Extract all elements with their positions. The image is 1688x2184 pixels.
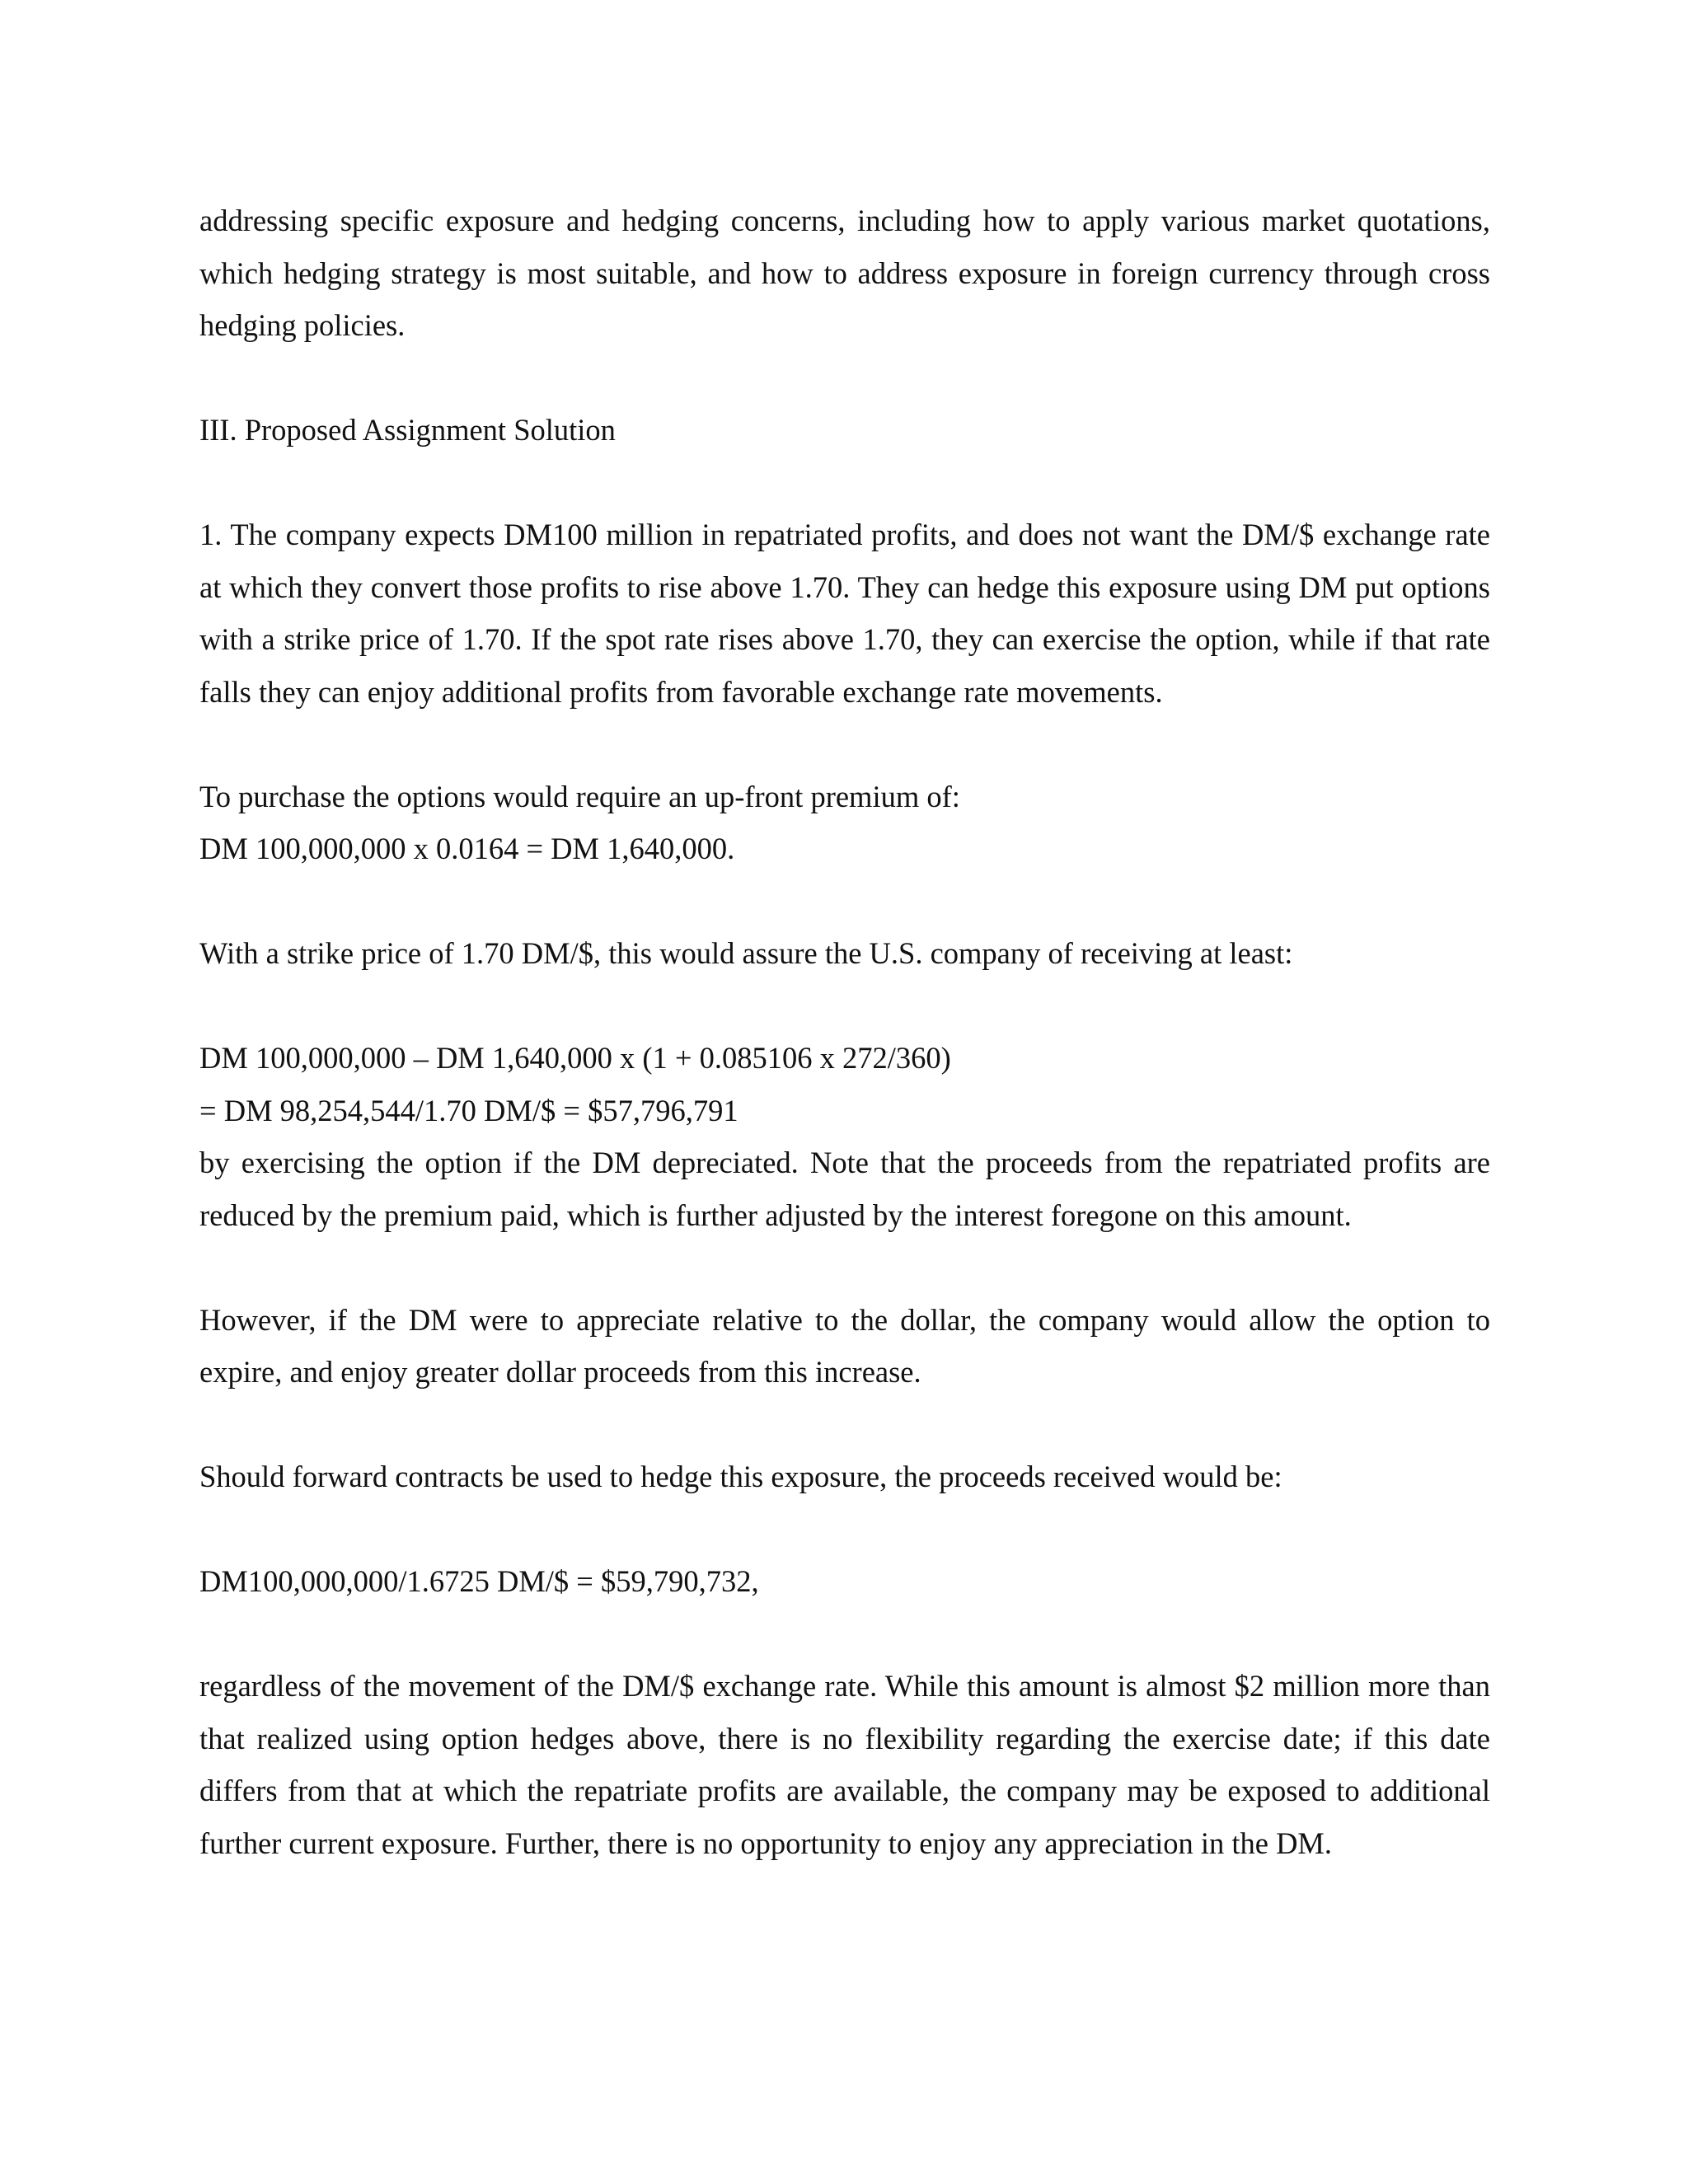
spacer — [199, 352, 1490, 405]
spacer — [199, 980, 1490, 1033]
spacer — [199, 1399, 1490, 1451]
strike-statement: With a strike price of 1.70 DM/$, this would assure the U.S. company of receiving at least: — [199, 936, 1293, 970]
intro-paragraph: addressing specific exposure and hedging concerns, including how to apply various market quotations, which hedging strategy is most suitable, and how to address exposure in foreign currency through cross hedging policies. — [199, 204, 1490, 342]
proceeds-calculation-line-1: DM 100,000,000 – DM 1,640,000 x (1 + 0.085106 x 272/360) — [199, 1041, 951, 1075]
document-body — [199, 194, 1490, 1869]
spacer — [199, 875, 1490, 928]
spacer — [199, 1241, 1490, 1294]
section-heading: III. Proposed Assignment Solution — [199, 413, 616, 447]
appreciation-paragraph: However, if the DM were to appreciate relative to the dollar, the company would allow the option to expire, and enjoy greater dollar proceeds from this increase. — [199, 1302, 1490, 1389]
point-1-paragraph: 1. The company expects DM100 million in repatriated profits, and does not want the DM/$ exchange rate at which they convert those profits to rise above 1.70. They can hedge this exposure using DM put options with a strike price of 1.70. If the spot rate rises above 1.70, they can exercise the option, while if that rate falls they can enjoy additional profits from favorable exchange rate movements. — [199, 518, 1490, 709]
spacer — [199, 1503, 1490, 1556]
premium-intro: To purchase the options would require an up-front premium of: — [199, 779, 960, 813]
spacer — [199, 718, 1490, 771]
spacer — [199, 1608, 1490, 1661]
premium-calculation: DM 100,000,000 x 0.0164 = DM 1,640,000. — [199, 832, 735, 865]
forward-calculation: DM100,000,000/1.6725 DM/$ = $59,790,732, — [199, 1564, 759, 1598]
spacer — [199, 457, 1490, 509]
proceeds-explanation: by exercising the option if the DM depreciated. Note that the proceeds from the repatriated profits are reduced by the premium paid, which is further adjusted by the interest foregone on this amount. — [199, 1146, 1490, 1232]
proceeds-calculation-line-2: = DM 98,254,544/1.70 DM/$ = $57,796,791 — [199, 1093, 738, 1127]
forward-conclusion: regardless of the movement of the DM/$ exchange rate. While this amount is almost $2 million more than that realized using option hedges above, there is no flexibility regarding the exercise date; if this date differs from that at which the repatriate profits are available, the company may be exposed to additional further current exposure. Further, there is no opportunity to enjoy any appreciation in the DM. — [199, 1669, 1490, 1860]
forward-intro: Should forward contracts be used to hedge this exposure, the proceeds received would be: — [199, 1460, 1282, 1493]
